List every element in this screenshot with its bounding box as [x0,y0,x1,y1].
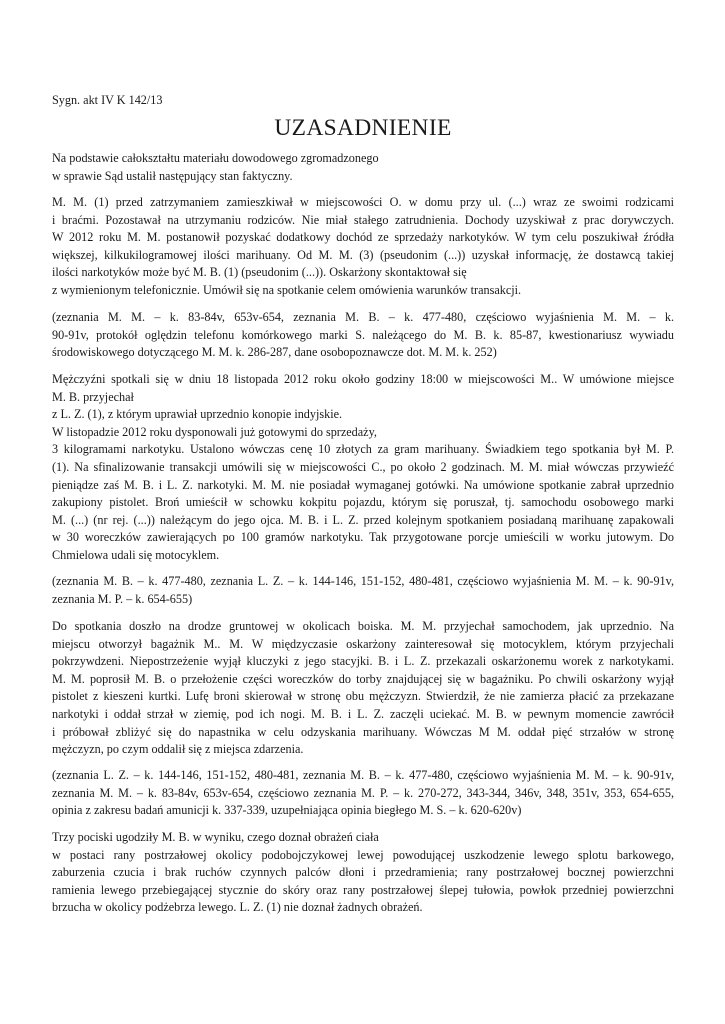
text-line: narkotyki i oddał strzał w ziemię, pod ich nogi. M. B. i L. Z. zaczęli uciekać. M. B. w pewnym momencie zawrócił [52,706,674,721]
text-line: M. (...) (nr rej. (...)) należącym do jego ojca. M. B. i L. Z. przed kolejnym spotkaniem posiadaną marihuanę zapakowali [52,512,674,527]
paragraph-evidence-1 [52,309,674,362]
text-line: ramienia lewego przebiegającej stycznie do skóry oraz rany postrzałowej ślepej tułowia, powłok przedniej powierzchni [52,882,674,897]
text-line: pokrzywdzeni. Niepostrzeżenie wyjął kluczyki z jego stacyjki. B. i L. Z. przekazali oskarżonemu worek z narkotykami. [52,654,674,669]
text-line: zaburzenia czucia i brak ruchów czynnych palców dłoni i przedramienia; rany postrzałowej bocznej powierzchni [52,865,674,880]
text-line: Mężczyźni spotkali się w dniu 18 listopada 2012 roku około godziny 18:00 w miejscowości M.. W umówione miejsce [52,372,674,386]
text-line: w sprawie Sąd ustalił następujący stan faktyczny. [52,168,293,183]
text-line: Do spotkania doszło na drodze gruntowej w okolicach boiska. M. M. przyjechał samochodem, jak uprzednio. Na [52,619,674,633]
text-line: i braćmi. Pozostawał na utrzymaniu rodziców. Nie miał stałego zatrudnienia. Dochody uzyskiwał z prac dorywczych. [52,212,674,227]
case-signature: Sygn. akt IV K 142/13 [52,93,163,107]
text-line: M. M. poprosił M. B. o przełożenie części woreczków do torby znajdującej się w bagażniku. Po chwili oskarżony wyjął [52,671,674,686]
text-line: opinia z zakresu badań amunicji k. 337-339, uzupełniająca opinia biegłego M. S. – k. 620-620v) [52,803,522,818]
text-line: środowiskowego dotyczącego M. M. k. 286-287, dane osobopoznawcze dot. M. M. k. 252) [52,345,497,360]
text-line: 3 kilogramami narkotyku. Ustalono wówczas cenę 10 złotych za gram marihuany. Świadkiem tego spotkania był M. P. [52,442,674,457]
text-line: z L. Z. (1), z którym uprawiał uprzednio konopie indyjskie. [52,407,343,422]
text-line: Na podstawie całokształtu materiału dowodowego zgromadzonego [52,151,379,165]
paragraph-facts-2 [52,371,674,565]
text-line: w postaci rany postrzałowej okolicy podobojczykowej lewej powodującej uszkodzenie lewego splotu barkowego, [52,847,674,862]
paragraph-facts-3 [52,618,674,759]
text-line: (zeznania M. B. – k. 477-480, zeznania L. Z. – k. 144-146, 151-152, 480-481, częściowo wyjaśnienia M. M. – k. 90-91v, [52,574,674,588]
text-line: pieniądze zaś M. B. i L. Z. narkotyki. M. M. nie posiadał wymaganej gotówki. Na umówione spotkanie zabrał uprzednio [52,477,674,492]
text-line: większej, kilkukilogramowej ilości marihuany. Od M. M. (3) (pseudonim (...)) uzyskał informację, że dostawcą takiej [52,247,674,262]
text-line: i próbował zbliżyć się do napastnika w celu odzyskania marihuany. Wówczas M M. oddał pięć strzałów w stronę [52,724,674,739]
text-line: M. M. (1) przed zatrzymaniem zamieszkiwał w miejscowości O. w domu przy ul. (...) wraz ze swoimi rodzicami [52,195,674,209]
paragraph-injuries [52,829,674,917]
text-line: (zeznania M. M. – k. 83-84v, 653v-654, zeznania M. B. – k. 477-480, częściowo wyjaśnienia M. M. – k. [52,310,674,324]
text-line: W 2012 roku M. M. postanowił pozyskać dodatkowy dochód ze sprzedaży narkotyków. W tym celu poszukiwał źródła [52,230,674,245]
paragraph-evidence-2 [52,573,674,608]
text-line: W listopadzie 2012 roku dysponowali już gotowymi do sprzedaży, [52,424,377,439]
text-line: pistolet z kieszeni kurtki. Lufę broni skierował w stronę obu mężczyzn. Stwierdził, że nie zamierza płacić za przekazane [52,689,674,704]
text-line: (1). Na sfinalizowanie transakcji umówili się w miejscowości C., po około 2 godzinach. M. M. miał wówczas przywieźć [52,459,674,474]
text-line: brzucha w okolicy podżebrza lewego. L. Z. (1) nie doznał żadnych obrażeń. [52,900,423,915]
text-line: mężczyzn, po czym oddalił się z miejsca zdarzenia. [52,742,304,757]
text-line: ilości narkotyków może być M. B. (1) (pseudonim (...)). Oskarżony skontaktował się [52,265,467,280]
paragraph-evidence-3 [52,767,674,820]
text-line: zeznania M. M. – k. 83-84v, 653v-654, częściowo zeznania M. P. – k. 270-272, 343-344, 346v, 348, 351v, 353, 654-655, [52,785,674,800]
document-title: UZASADNIENIE [274,115,452,141]
text-line: zeznania M. P. – k. 654-655) [52,591,193,606]
text-line: miejscu otworzył bagażnik M.. M. W międzyczasie oskarżony zainteresował się motocyklem, którym przyjechali [52,636,674,651]
text-line: Chmielowa udali się motocyklem. [52,547,220,562]
text-line: (zeznania L. Z. – k. 144-146, 151-152, 480-481, zeznania M. B. – k. 477-480, częściowo wyjaśnienia M. M. – k. 90-91v, [52,768,674,782]
text-line: M. B. przyjechał [52,389,134,404]
text-line: w 30 woreczków zawierających po 100 gramów narkotyku. Tak przygotowane porcje umieścili w worku jutowym. Do [52,530,674,545]
text-line: Trzy pociski ugodziły M. B. w wyniku, czego doznał obrażeń ciała [52,830,379,844]
paragraph-intro [52,150,674,185]
text-line: 90-91v, protokół oględzin telefonu komórkowego marki S. należącego do M. B. k. 85-87, kwestionariusz wywiadu [52,327,674,342]
text-line: z wymienionym telefonicznie. Umówił się na spotkanie celem omówienia warunków transakcji. [52,282,522,297]
text-line: zakupiony pistolet. Broń umieścił w schowku kokpitu pojazdu, którym się poruszał, tj. samochodu osobowego marki [52,495,674,510]
paragraph-facts-1 [52,194,674,300]
